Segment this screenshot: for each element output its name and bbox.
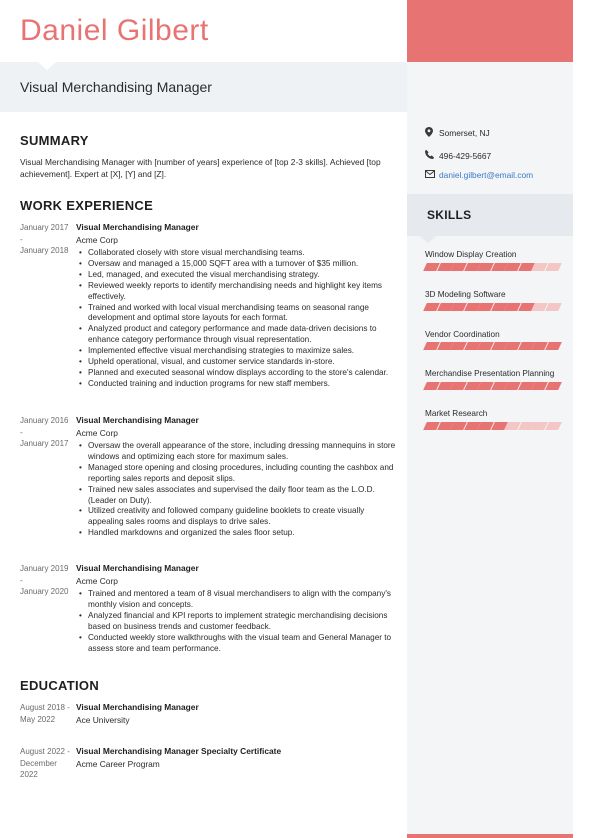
list-item: • Conducted weekly store walkthroughs with the visual team and General Manager to assess store and team performance.	[76, 633, 396, 655]
candidate-name: Daniel Gilbert	[20, 14, 209, 47]
education-dates	[20, 702, 75, 725]
company-name: Acme Corp	[76, 575, 118, 586]
skill-level-bar	[425, 422, 559, 430]
school-name: Ace University	[76, 714, 130, 725]
skill-name: 3D Modeling Software	[425, 290, 506, 299]
degree-title: Visual Merchandising Manager	[76, 702, 199, 712]
role-title: Visual Merchandising Manager	[76, 415, 199, 425]
skills-heading: SKILLS	[427, 208, 472, 222]
skill-segment-empty	[545, 303, 561, 311]
education-heading: EDUCATION	[20, 678, 100, 693]
responsibility-list	[76, 441, 396, 539]
experience-body	[76, 415, 396, 539]
list-item: • Planned and executed seasonal window displays according to the store's calendar.	[76, 368, 396, 379]
education-body	[76, 702, 396, 726]
school-name: Acme Career Program	[76, 758, 160, 769]
date-end: May 2022	[20, 714, 56, 724]
experience-dates	[20, 415, 75, 450]
date-start: January 2016	[20, 416, 69, 425]
date-end: January 2017	[20, 439, 69, 448]
summary-heading: SUMMARY	[20, 133, 89, 148]
skills-band-notch	[420, 236, 436, 243]
sidebar-accent-strip	[407, 834, 573, 838]
company-name: Acme Corp	[76, 234, 118, 245]
skill-level-bar	[425, 342, 559, 350]
education-body	[76, 746, 396, 770]
skill-segment-empty	[545, 263, 561, 271]
phone-text: 496-429-5667	[439, 150, 492, 161]
list-item: • Trained and mentored a team of 8 visual merchandisers to align with the company's monthly vision and concepts.	[76, 589, 396, 611]
contact-email[interactable]	[425, 170, 533, 180]
list-item: • Analyzed financial and KPI reports to implement strategic merchandising decisions based on business trends and customer feedback.	[76, 611, 396, 633]
experience-body	[76, 222, 396, 390]
responsibility-list	[76, 589, 396, 654]
skill-level-bar	[425, 382, 559, 390]
title-band-notch	[38, 62, 56, 70]
date-start: August 2018 -	[20, 703, 70, 712]
skill-segment-filled	[545, 342, 561, 350]
phone-icon	[425, 150, 439, 161]
skill-level-bar	[425, 263, 559, 271]
date-end: December 2022	[20, 758, 57, 779]
work-experience-heading: WORK EXPERIENCE	[20, 198, 154, 213]
skill-name: Market Research	[425, 409, 488, 418]
job-title: Visual Merchandising Manager	[20, 79, 212, 95]
date-separator: -	[20, 234, 23, 244]
list-item: • Trained new sales associates and supervised the daily floor team as the L.O.D. (Leader on Duty).	[76, 485, 396, 507]
list-item: • Led, managed, and executed the visual merchandising strategy.	[76, 270, 396, 281]
contact-location	[425, 127, 490, 139]
location-text: Somerset, NJ	[439, 128, 490, 138]
skill-segment-empty	[545, 422, 561, 430]
list-item: • Reviewed weekly reports to identify merchandising needs and highlight key items effectively.	[76, 281, 396, 303]
skill-level-bar	[425, 303, 559, 311]
list-item: • Utilized creativity and followed company guideline booklets to create visually appealing sales rooms and displays to drive sales.	[76, 506, 396, 528]
date-separator: -	[20, 427, 23, 437]
education-dates	[20, 746, 75, 781]
company-name: Acme Corp	[76, 427, 118, 438]
date-start: January 2017	[20, 223, 69, 232]
list-item: • Trained and worked with local visual merchandising teams on seasonal range development and optimal store layouts for each format.	[76, 303, 396, 325]
list-item: • Collaborated closely with store visual merchandising teams.	[76, 248, 396, 259]
skill-segment-filled	[545, 382, 561, 390]
list-item: • Managed store opening and closing procedures, including counting the cashbox and reporting sales reports and deposit slips.	[76, 463, 396, 485]
list-item: • Oversaw the overall appearance of the store, including dressing mannequins in store windows and optimizing each store for maximum sales.	[76, 441, 396, 463]
list-item: • Upheld operational, visual, and customer service standards in-store.	[76, 357, 396, 368]
summary-text: Visual Merchandising Manager with [number of years] experience of [top 2-3 skills]. Achieved [top achievement]. Expert at [X], [Y] and [Z].	[20, 157, 381, 179]
experience-body	[76, 563, 396, 654]
location-pin-icon	[425, 127, 439, 139]
skill-name: Merchandise Presentation Planning	[425, 369, 555, 378]
degree-title: Visual Merchandising Manager Specialty Certificate	[76, 746, 282, 756]
skill-name: Window Display Creation	[425, 250, 517, 259]
list-item: • Analyzed product and category performance and made data-driven decisions to enhance category performance through visual representation.	[76, 324, 396, 346]
email-link[interactable]: daniel.gilbert@email.com	[439, 170, 534, 180]
date-start: January 2019	[20, 564, 69, 573]
sidebar-accent-block	[407, 0, 573, 62]
list-item: • Oversaw and managed a 15,000 SQFT area with a turnover of $35 million.	[76, 259, 396, 270]
experience-dates	[20, 563, 75, 598]
date-start: August 2022 -	[20, 747, 70, 756]
list-item: • Handled markdowns and organized the sales floor setup.	[76, 528, 396, 539]
envelope-icon	[425, 170, 439, 180]
date-separator: -	[20, 575, 23, 585]
skill-name: Vendor Coordination	[425, 330, 500, 339]
responsibility-list	[76, 248, 396, 390]
role-title: Visual Merchandising Manager	[76, 222, 199, 232]
sidebar-background	[407, 0, 573, 838]
date-end: January 2020	[20, 587, 69, 596]
list-item: • Conducted training and induction programs for new staff members.	[76, 379, 396, 390]
date-end: January 2018	[20, 246, 69, 255]
role-title: Visual Merchandising Manager	[76, 563, 199, 573]
list-item: • Implemented effective visual merchandising strategies to maximize sales.	[76, 346, 396, 357]
experience-dates	[20, 222, 75, 257]
contact-phone	[425, 150, 491, 161]
